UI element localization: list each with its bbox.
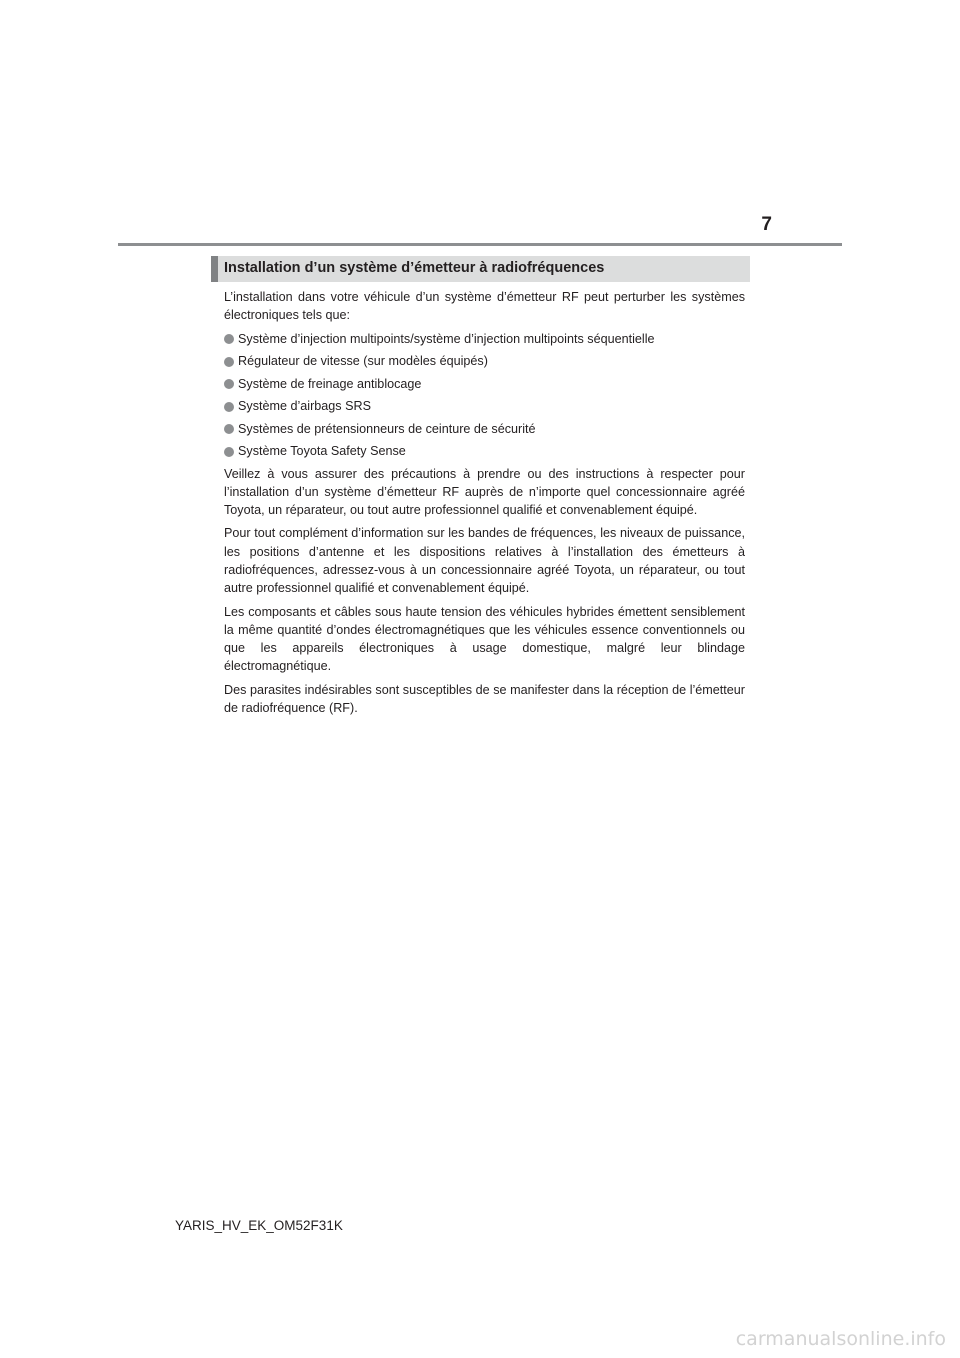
header-rule xyxy=(118,243,842,246)
list-item xyxy=(224,330,745,348)
body-paragraph: Veillez à vous assurer des précautions à prendre ou des instructions à respecter pour l’installation d’un système d’émetteur RF auprès de n’importe quel concessionnaire agréé Toyota, un réparateur, ou tout autre professionnel qualifié et convenablement équipé. xyxy=(224,466,745,518)
section-header xyxy=(211,256,750,282)
list-item-text: Système de freinage antiblocage xyxy=(238,376,422,391)
list-item-text: Système d’injection multipoints/système d’injection multipoints séquentielle xyxy=(238,331,655,346)
body-paragraph: Les composants et câbles sous haute tension des véhicules hybrides émettent sensiblement la même quantité d’ondes électromagnétiques que les véhicules essence conventionnels ou que les appareils électroniques à usage domestique, malgré leur blindage électromagnétique. xyxy=(224,604,745,674)
list-item xyxy=(224,397,745,415)
watermark: carmanualsonline.info xyxy=(735,1328,946,1350)
list-item xyxy=(224,375,745,393)
body-paragraph: Pour tout complément d’information sur les bandes de fréquences, les niveaux de puissance, les positions d’antenne et les dispositions relatives à l’installation des émetteurs à radiofréquences, adressez-vous à un concessionnaire agréé Toyota, un réparateur, ou tout autre professionnel qualifié et convenablement équipé. xyxy=(224,526,745,596)
affected-systems-list xyxy=(224,330,745,461)
section-title: Installation d’un système d’émetteur à radiofréquences xyxy=(224,260,605,276)
list-item-text: Régulateur de vitesse (sur modèles équipés) xyxy=(238,354,488,369)
body-paragraph: Des parasites indésirables sont susceptibles de se manifester dans la réception de l’émetteur de radiofréquence (RF). xyxy=(224,682,745,716)
bullet-icon xyxy=(224,402,234,412)
bullet-icon xyxy=(224,447,234,457)
list-item xyxy=(224,442,745,460)
list-item xyxy=(224,352,745,370)
bullet-icon xyxy=(224,379,234,389)
list-item-text: Système Toyota Safety Sense xyxy=(238,444,406,459)
page-number: 7 xyxy=(761,214,772,235)
list-item xyxy=(224,420,745,438)
bullet-icon xyxy=(224,424,234,434)
intro-paragraph: L’installation dans votre véhicule d’un système d’émetteur RF peut perturber les systèmes électroniques tels que: xyxy=(224,290,745,323)
bullet-icon xyxy=(224,357,234,367)
document-code: YARIS_HV_EK_OM52F31K xyxy=(175,1218,343,1233)
list-item-text: Systèmes de prétensionneurs de ceinture de sécurité xyxy=(238,421,536,436)
list-item-text: Système d’airbags SRS xyxy=(238,399,371,414)
section-body xyxy=(224,288,745,722)
bullet-icon xyxy=(224,334,234,344)
